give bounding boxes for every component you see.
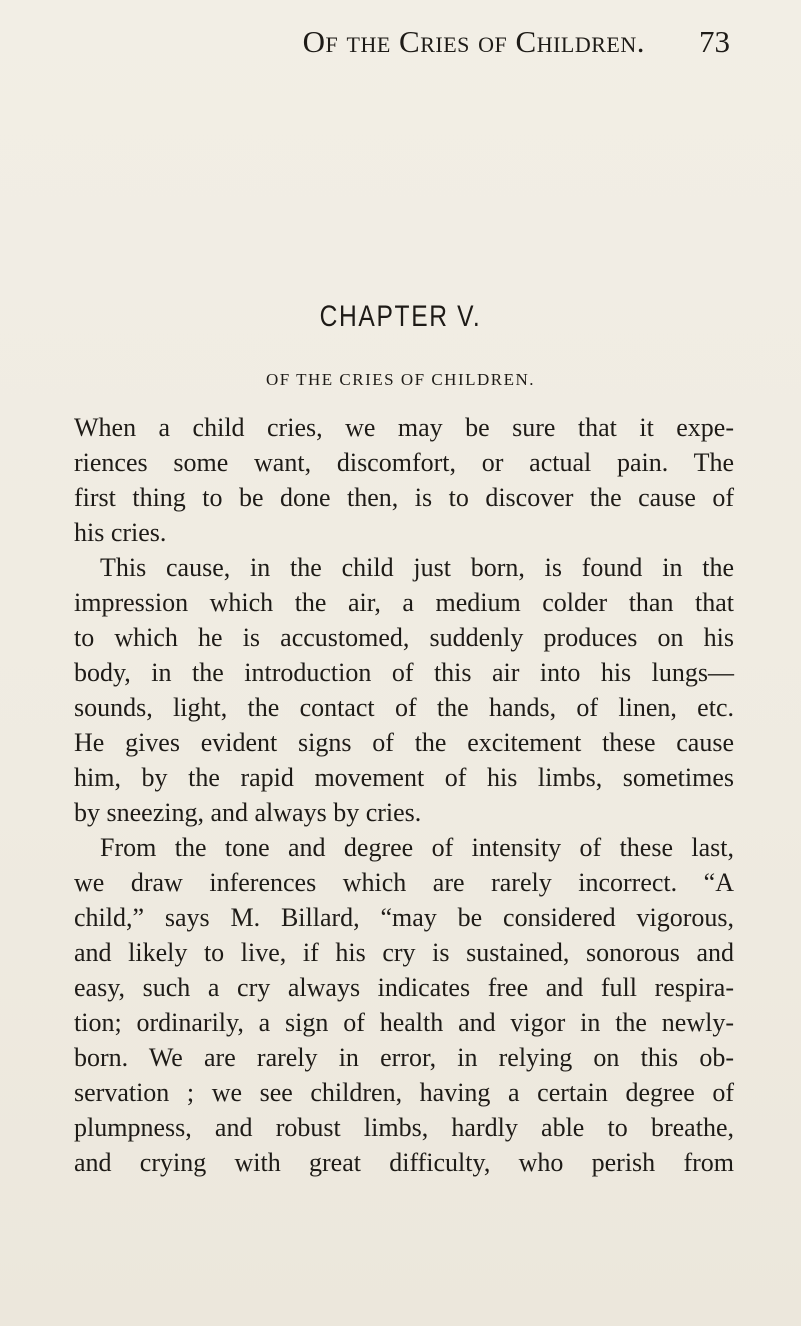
text-line: He gives evident signs of the excitement these cause <box>74 728 734 757</box>
text-line: plumpness, and robust limbs, hardly able to breathe, <box>74 1113 734 1142</box>
text-line: his cries. <box>74 518 167 547</box>
body-text <box>74 410 734 1180</box>
text-line: From the tone and degree of intensity of these last, <box>100 833 734 862</box>
text-line: and crying with great difficulty, who perish from <box>74 1148 734 1177</box>
text-line: When a child cries, we may be sure that it expe- <box>74 413 734 442</box>
text-line: we draw inferences which are rarely incorrect. “A <box>74 868 734 897</box>
chapter-heading: CHAPTER V. <box>319 300 482 333</box>
text-line: This cause, in the child just born, is found in the <box>100 553 734 582</box>
text-line: servation ; we see children, having a certain degree of <box>74 1078 734 1107</box>
text-line: sounds, light, the contact of the hands, of linen, etc. <box>74 693 734 722</box>
page-number: 73 <box>699 24 730 59</box>
text-line: body, in the introduction of this air into his lungs— <box>74 658 734 687</box>
text-line: easy, such a cry always indicates free and full respira- <box>74 973 734 1002</box>
chapter-subtitle: OF THE CRIES OF CHILDREN. <box>265 370 536 389</box>
text-line: to which he is accustomed, suddenly produces on his <box>74 623 734 652</box>
running-head <box>70 24 730 64</box>
text-line: born. We are rarely in error, in relying on this ob- <box>74 1043 734 1072</box>
text-line: and likely to live, if his cry is sustained, sonorous and <box>74 938 734 967</box>
text-line: by sneezing, and always by cries. <box>74 798 422 827</box>
text-line: first thing to be done then, is to discover the cause of <box>74 483 734 512</box>
text-line: tion; ordinarily, a sign of health and vigor in the newly- <box>74 1008 734 1037</box>
text-line: riences some want, discomfort, or actual pain. The <box>74 448 734 477</box>
text-line: him, by the rapid movement of his limbs, sometimes <box>74 763 734 792</box>
running-title: Of the Cries of Children. <box>302 24 645 59</box>
text-line: impression which the air, a medium colder than that <box>74 588 734 617</box>
text-line: child,” says M. Billard, “may be considered vigorous, <box>74 903 734 932</box>
